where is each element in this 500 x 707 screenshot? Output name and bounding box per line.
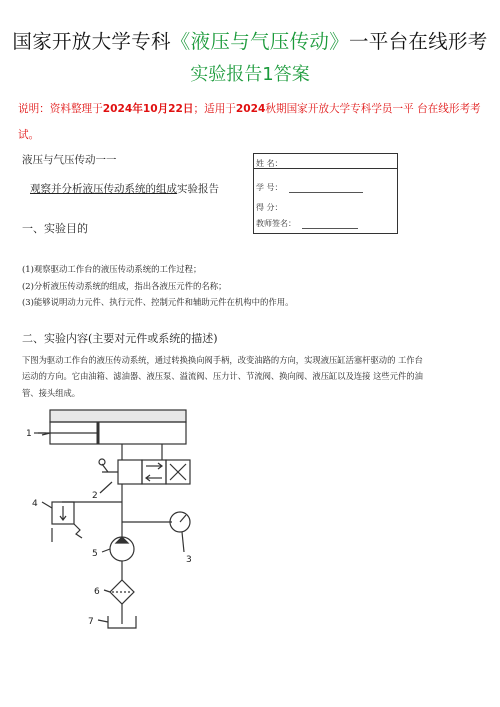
teacher-blank[interactable] [302,219,358,229]
notice-term: 2024 [235,103,266,115]
label-1: 1 [26,429,32,439]
description-line: 下图为驱动工作台的液压传动系统，通过转换换向阀手柄，改变油路的方向，实现液压缸活塞杆驱动的 工作台 [22,355,423,365]
report-suffix: 实验报告 [177,183,219,195]
course-label: 液压与气压传动一一 [22,154,117,166]
label-3: 3 [186,555,192,565]
title-course-name: 《液压与气压传动》 [170,30,349,53]
info-row-score [256,202,283,213]
title-part-a: 国家开放大学专科 [12,30,171,53]
section2-description [22,352,484,401]
info-name-label: 姓 名： [256,159,283,168]
info-score-label: 得 分： [256,203,283,212]
info-row-id [256,182,363,193]
section2-heading: 二、实验内容(主要对元件或系统的描述) [22,332,218,345]
id-blank[interactable] [289,183,363,193]
objective-item: (1)观察驱动工作台的液压传动系统的工作过程； [22,264,202,274]
label-6: 6 [94,587,100,597]
notice-date: 2024年10月22日 [102,103,194,115]
report-title [30,181,219,196]
report-topic: 观察并分析液压传动系统的组成 [30,183,177,195]
objective-item: (3)能够说明动力元件、执行元件、控制元件和辅助元件在机构中的作用。 [22,297,294,307]
hydraulic-circuit-diagram [22,402,212,637]
label-4: 4 [32,499,38,509]
document-title [0,26,500,54]
hydraulic-pump [110,537,134,561]
pressure-gauge [170,512,190,532]
oil-filter [110,580,134,604]
label-2: 2 [92,491,98,501]
student-info-box [253,153,398,234]
description-line: 运动的方向。它由油箱、滤油器、液压泵、溢流阀、压力计、节流阀、换向阀、液压缸以及连接 这些元件的油 [22,371,423,382]
objectives-list [22,261,294,311]
relief-valve [52,502,82,542]
hydraulic-cylinder [38,410,186,444]
info-teacher-label: 教师签名： [256,219,296,228]
info-row-teacher [256,218,358,229]
description-line: 管、接头组成。 [22,387,81,398]
label-7: 7 [88,617,94,627]
notice-part3: 秋期国家开放大学专科学员一平 台在线形考考试。 [18,103,481,141]
directional-valve [99,459,190,484]
section1-heading: 一、实验目的 [22,222,88,235]
notice-part2: ；适用于 [193,103,236,115]
document-subtitle: 实验报告1答案 [190,64,310,85]
label-5: 5 [92,549,98,559]
notice-part1: 说明：资料整理于 [18,103,103,115]
title-part-c: 一平台在线形考 [349,30,488,53]
info-id-label: 学 号： [256,183,283,192]
objective-item: (2)分析液压传动系统的组成，指出各液压元件的名称； [22,280,227,291]
notice-text [18,96,484,148]
info-divider [254,168,397,169]
